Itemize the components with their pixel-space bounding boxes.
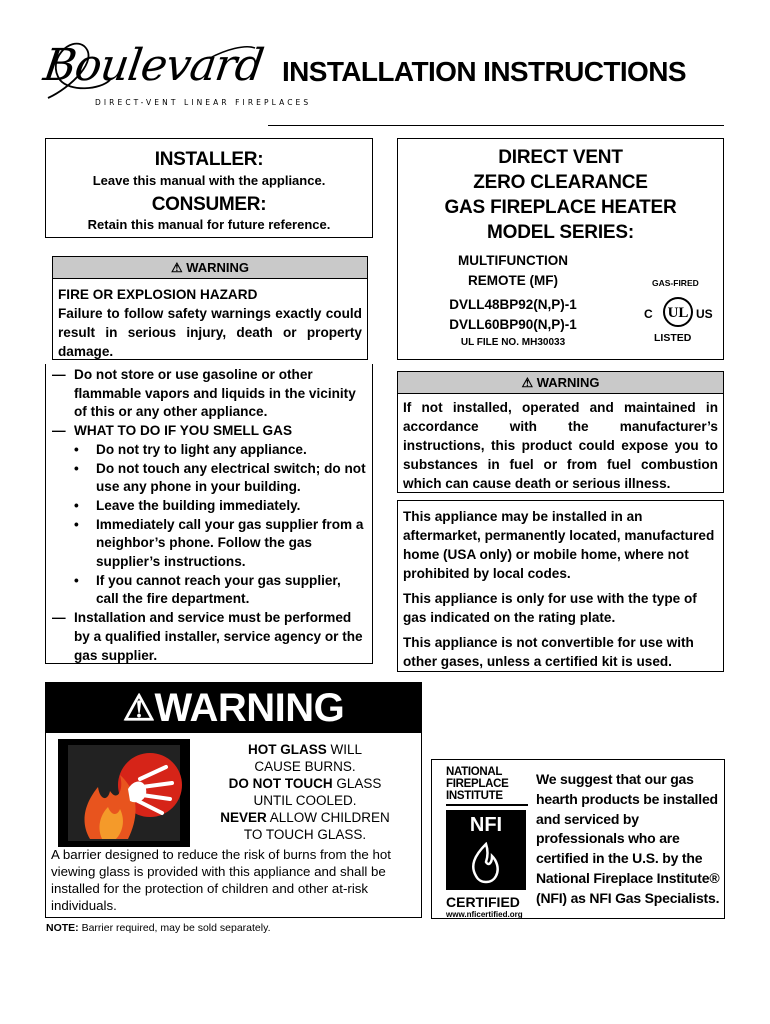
nfi-suggestion-text: We suggest that our gas hearth products be installed and serviced by professionals who are certified in the U.S. by the National Fireplace Institute® (NFI) as NFI Gas Specialists.: [536, 771, 720, 906]
appliance-note: This appliance is not convertible for use with other gases, unless a certified kit is used.: [403, 635, 694, 669]
brand-tagline: DIRECT-VENT LINEAR FIREPLACES: [95, 98, 312, 107]
consumer-heading: CONSUMER:: [151, 194, 267, 215]
hot-glass-text: HOT GLASS WILL CAUSE BURNS. DO NOT TOUCH GLASS UNTIL COOLED. NEVER ALLOW CHILDREN TO TOUCH GLASS.: [220, 742, 390, 842]
nfi-certified-logo: NATIONAL FIREPLACE INSTITUTE NFI CERTIFIED www.nficertified.org: [446, 766, 528, 914]
appliance-note: This appliance is only for use with the type of gas indicated on the rating plate.: [403, 591, 697, 625]
model-number-1: DVLL48BP92(N,P)-1: [449, 297, 577, 312]
ul-listed-mark: [642, 278, 714, 348]
instruction-bullet: • Do not touch any electrical switch; do not use any phone in your building.: [74, 460, 366, 495]
brand-logo-script: Boulevard: [40, 40, 267, 91]
ul-c-label: C: [644, 307, 653, 321]
remote-line-1: MULTIFUNCTION: [458, 253, 568, 268]
instruction-item: — Installation and service must be performed by a qualified installer, service agency or the gas supplier.: [52, 610, 363, 663]
gas-safety-instructions: [45, 364, 373, 664]
svg-text:UL: UL: [667, 305, 689, 321]
nfi-flame-icon: NFI: [446, 810, 526, 890]
hazard-title: FIRE OR EXPLOSION HAZARD: [58, 287, 258, 302]
barrier-text: A barrier designed to reduce the risk of burns from the hot viewing glass is provided with this appliance and shall be installed for the protection of children and other at-risk individuals.: [51, 847, 391, 913]
ul-gas-fired-label: GAS-FIRED: [652, 278, 699, 288]
installer-consumer-box: [45, 138, 373, 238]
consumer-text: Retain this manual for future reference.: [87, 217, 331, 232]
warning-banner: [398, 372, 723, 394]
fire-explosion-warning: [52, 256, 368, 360]
warning-triangle-icon: ⚠: [122, 687, 155, 728]
warning-banner: [53, 257, 367, 279]
instruction-bullet: • Immediately call your gas supplier from a neighbor’s phone. Follow the gas supplier’s instructions.: [74, 516, 364, 570]
instruction-bullet: • Do not try to light any appliance.: [74, 441, 307, 457]
hot-glass-banner-label: WARNING: [154, 685, 345, 730]
model-line-1: DIRECT VENT: [498, 147, 623, 168]
barrier-note: NOTE: Barrier required, may be sold separately.: [46, 922, 271, 934]
instruction-bullet: • If you cannot reach your gas supplier, call the fire department.: [74, 572, 341, 607]
instruction-item: — Do not store or use gasoline or other flammable vapors and liquids in the vicinity of this or any other appliance.: [52, 367, 356, 420]
model-line-2: ZERO CLEARANCE: [473, 172, 648, 193]
instruction-item: — WHAT TO DO IF YOU SMELL GAS: [52, 423, 293, 439]
appliance-note: This appliance may be installed in an aftermarket, permanently located, manufactured home (USA only) or mobile home, where not prohibited by local codes.: [403, 509, 715, 581]
warning-triangle-icon: ⚠: [521, 375, 537, 390]
ul-us-label: US: [696, 307, 713, 321]
page-title: INSTALLATION INSTRUCTIONS: [282, 56, 686, 87]
model-line-3: GAS FIREPLACE HEATER: [444, 197, 677, 218]
combustion-warning: [397, 371, 724, 493]
model-line-4: MODEL SERIES:: [487, 222, 634, 243]
hot-glass-hand-icon: [58, 739, 190, 847]
combustion-warning-text: If not installed, operated and maintained in accordance with the manufacturer’s instructions, this product could expose you to substances in fuel or from fuel combustion which can cause death or serious illness.: [403, 400, 718, 491]
warning-label: WARNING: [536, 375, 600, 390]
ul-listed-label: LISTED: [654, 332, 692, 344]
installer-heading: INSTALLER:: [154, 149, 264, 170]
warning-triangle-icon: ⚠: [170, 260, 187, 275]
model-number-2: DVLL60BP90(N,P)-1: [449, 317, 577, 332]
hot-glass-banner: [46, 683, 421, 733]
remote-line-2: REMOTE (MF): [468, 273, 558, 288]
installer-text: Leave this manual with the appliance.: [92, 173, 326, 188]
ul-file-number: UL FILE NO. MH30033: [460, 337, 566, 348]
warning-label: WARNING: [186, 260, 250, 275]
instruction-bullet: • Leave the building immediately.: [74, 497, 301, 513]
appliance-notes-box: [397, 500, 724, 672]
hazard-text: Failure to follow safety warnings exactly could result in serious injury, death or property damage.: [58, 306, 362, 359]
header-divider: [268, 125, 724, 126]
